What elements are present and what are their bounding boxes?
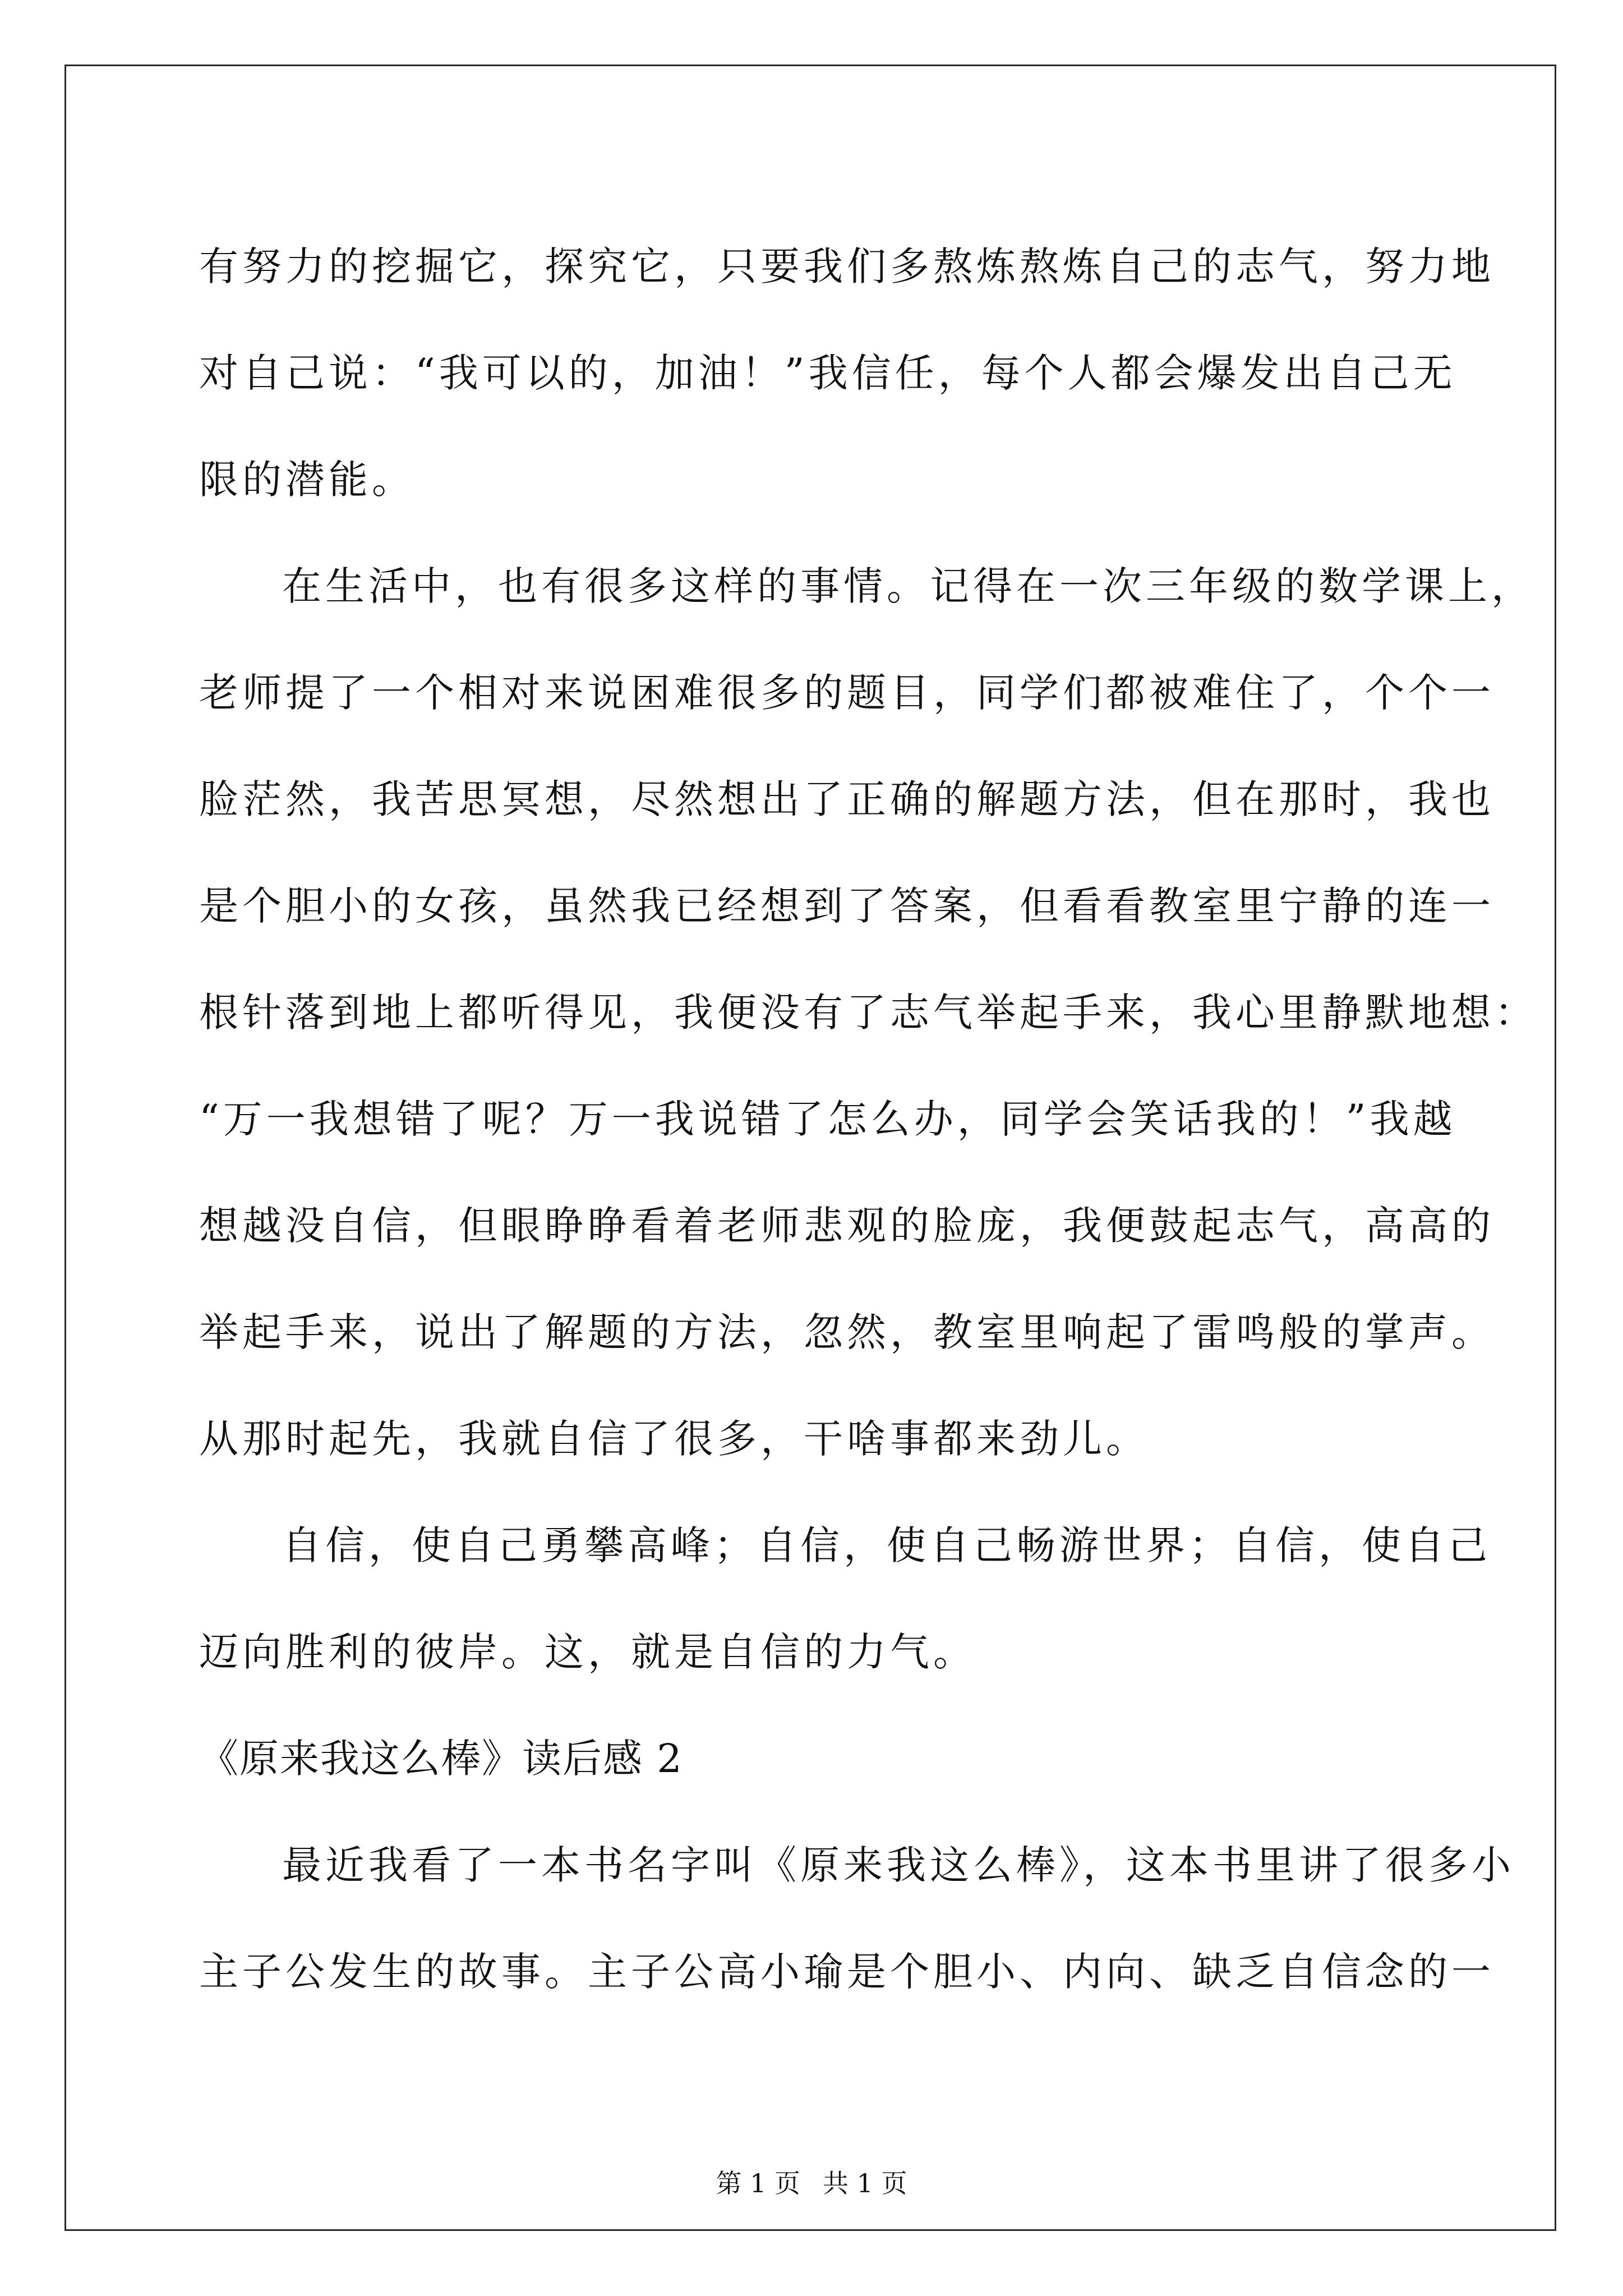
page-total: 共 1 页 bbox=[823, 2168, 907, 2198]
text-line: 主子公发生的故事。主子公高小瑜是个胆小、内向、缺乏自信念的一 bbox=[199, 1949, 1495, 1995]
text-line: 想越没自信，但眼睁睁看着老师悲观的脸庞，我便鼓起志气，高高的 bbox=[199, 1203, 1495, 1249]
paragraph-start-line: 自信，使自己勇攀高峰；自信，使自己畅游世界；自信，使自己 bbox=[282, 1522, 1491, 1568]
text-line: 迈向胜利的彼岸。这，就是自信的力气。 bbox=[199, 1629, 976, 1675]
text-line: 是个胆小的女孩，虽然我已经想到了答案，但看看教室里宁静的连一 bbox=[199, 883, 1495, 929]
paragraph-start-line: 在生活中，也有很多这样的事情。记得在一次三年级的数学课上， bbox=[282, 563, 1534, 609]
page-number: 第 1 页 bbox=[716, 2168, 800, 2198]
text-line: 老师提了一个相对来说困难很多的题目，同学们都被难住了，个个一 bbox=[199, 670, 1495, 716]
text-line: 举起手来，说出了解题的方法，忽然，教室里响起了雷鸣般的掌声。 bbox=[199, 1309, 1495, 1355]
document-body bbox=[199, 213, 1538, 2025]
paragraph-start-line: 最近我看了一本书名字叫《原来我这么棒》，这本书里讲了很多小 bbox=[282, 1842, 1515, 1888]
text-line: 从那时起先，我就自信了很多，干啥事都来劲儿。 bbox=[199, 1416, 1149, 1462]
text-line: 根针落到地上都听得见，我便没有了志气举起手来，我心里静默地想： bbox=[199, 990, 1538, 1036]
text-line: 有努力的挖掘它，探究它，只要我们多熬炼熬炼自己的志气，努力地 bbox=[199, 243, 1495, 289]
text-line: “万一我想错了呢？万一我说错了怎么办，同学会笑话我的！”我越 bbox=[199, 1096, 1456, 1142]
section-heading: 《原来我这么棒》读后感 2 bbox=[199, 1736, 683, 1782]
text-line: 限的潜能。 bbox=[199, 457, 415, 503]
text-line: 对自己说：“我可以的，加油！”我信任，每个人都会爆发出自己无 bbox=[199, 350, 1456, 396]
text-line: 脸茫然，我苦思冥想，尽然想出了正确的解题方法，但在那时，我也 bbox=[199, 776, 1495, 822]
page-footer bbox=[0, 2166, 1623, 2200]
